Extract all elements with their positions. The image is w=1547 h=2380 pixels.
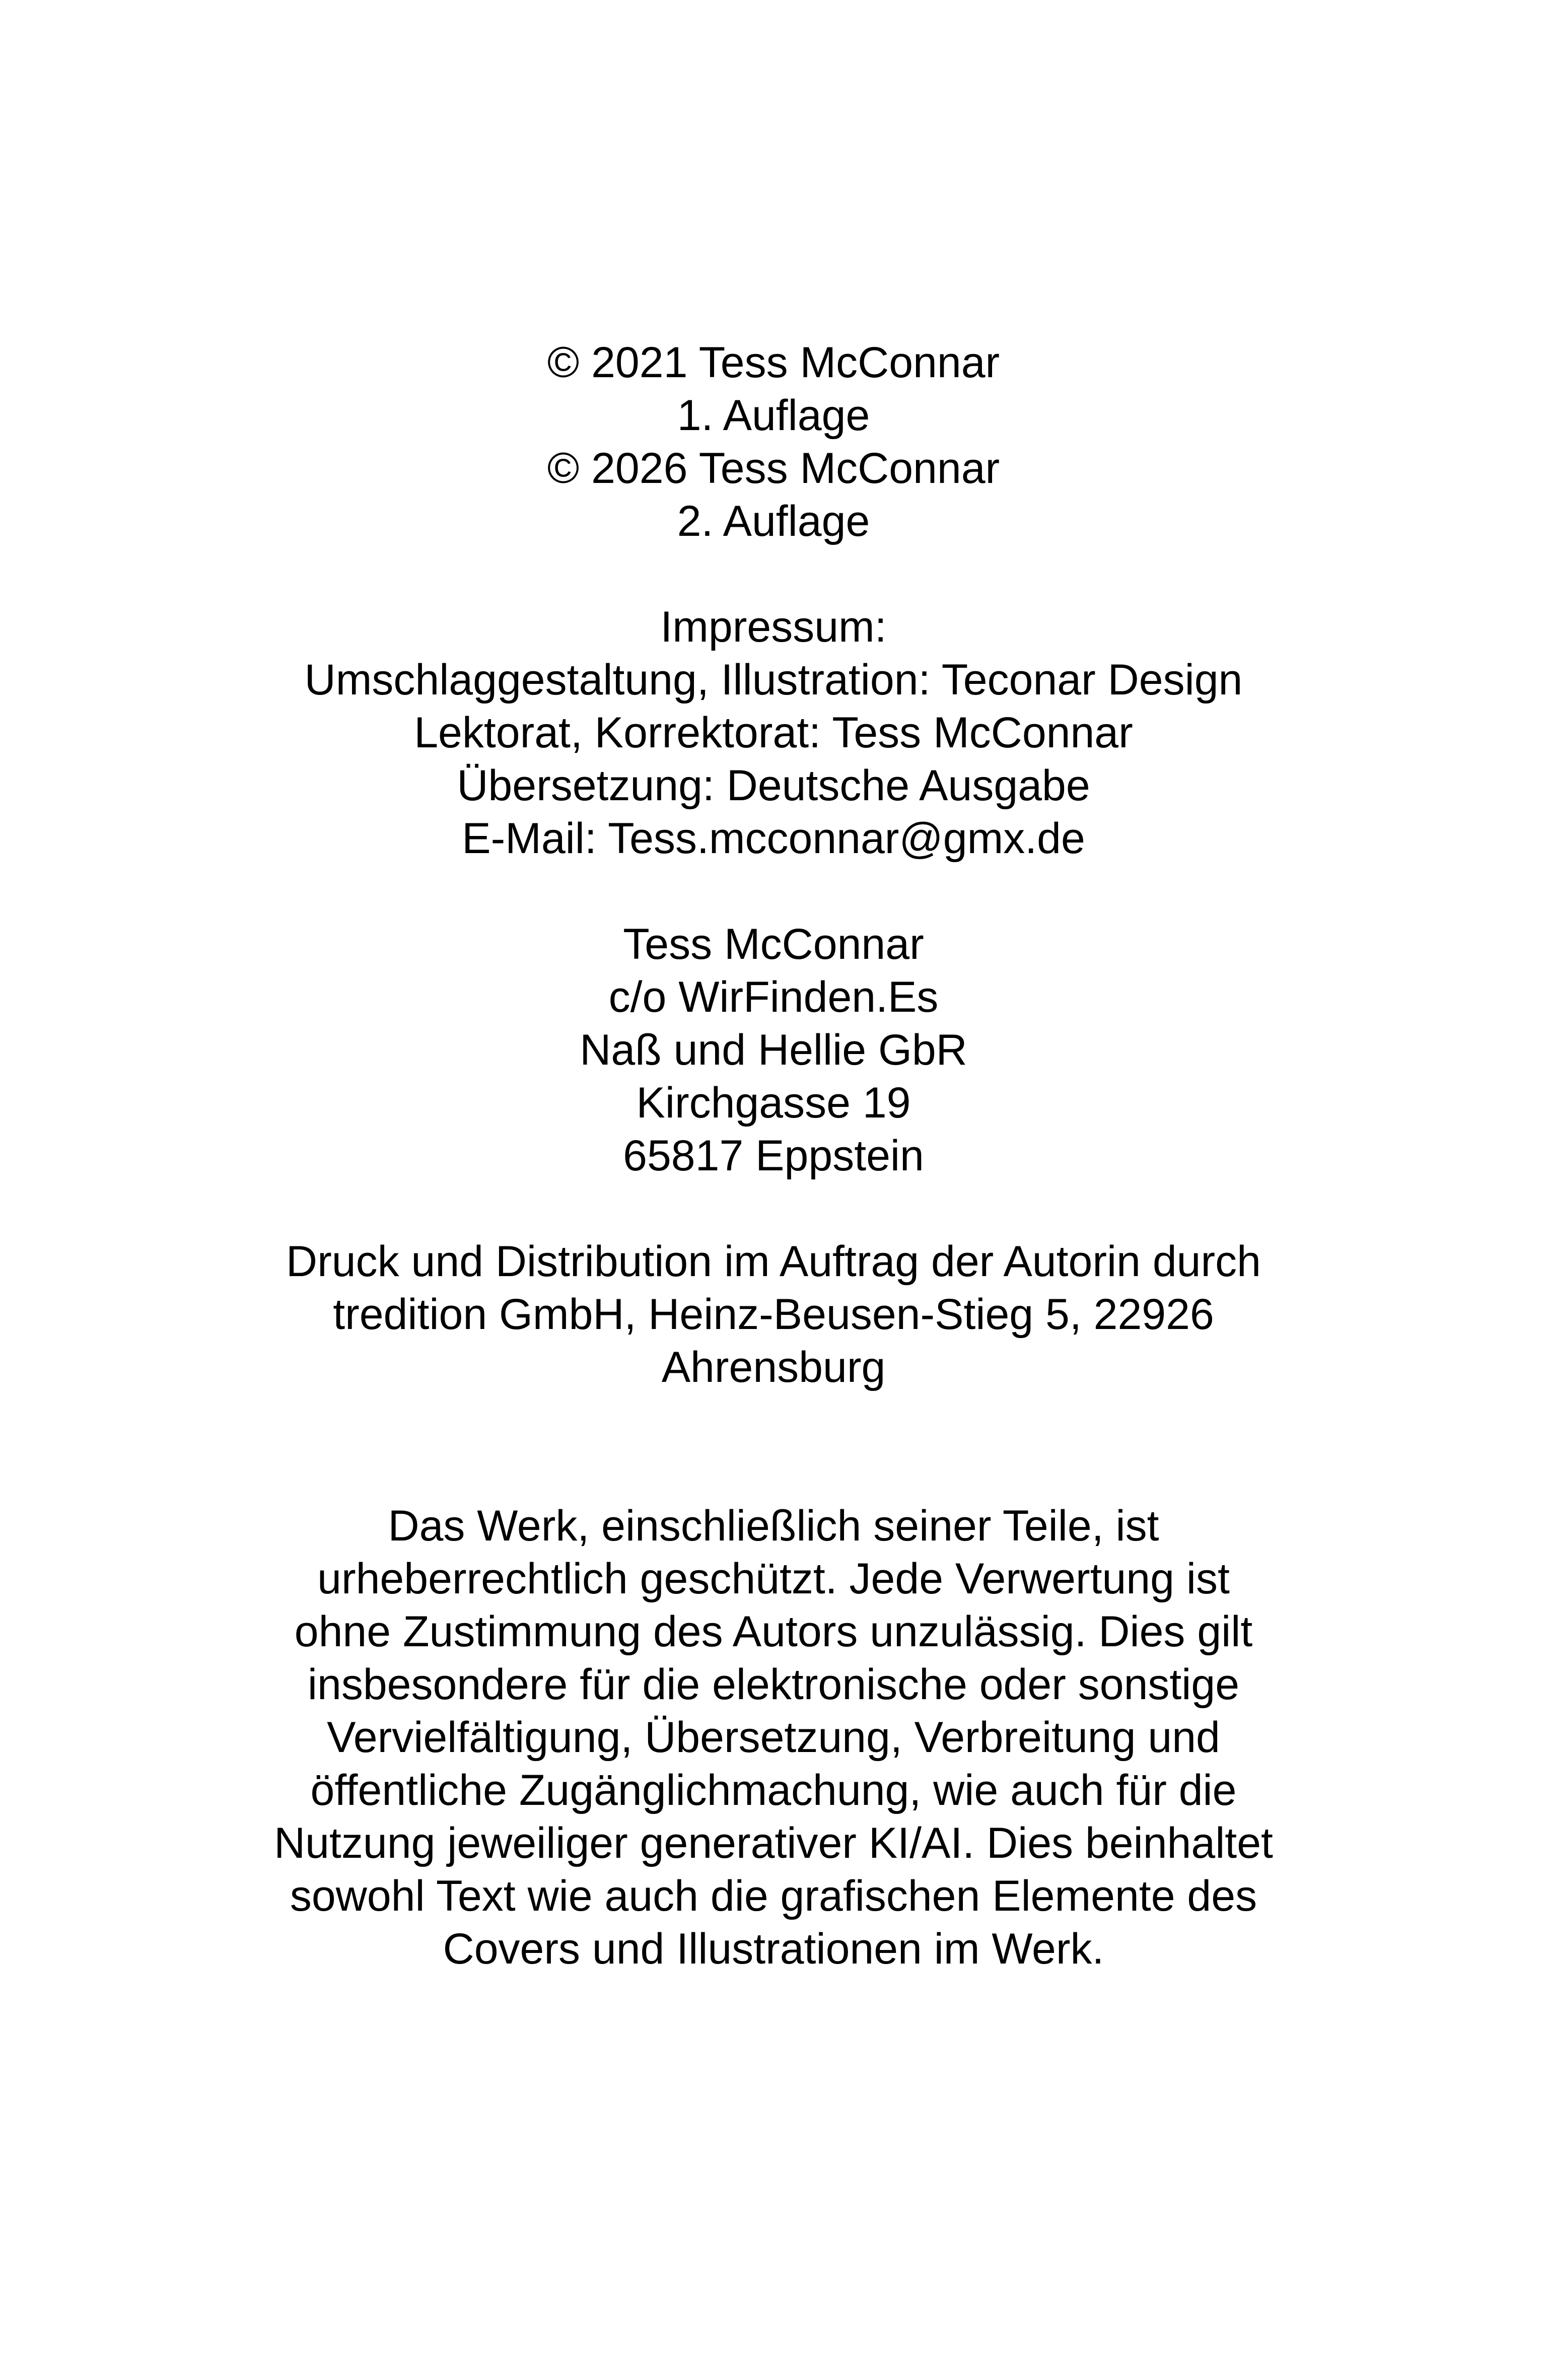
address-care-of: c/o WirFinden.Es (608, 973, 939, 1021)
edition-line-1: 1. Auflage (677, 391, 870, 440)
rights-notice-line: Das Werk, einschließlich seiner Teile, ist (388, 1502, 1159, 1550)
editing-credit: Lektorat, Korrektorat: Tess McConnar (414, 709, 1133, 757)
printing-line: tredition GmbH, Heinz-Beusen-Stieg 5, 22926 (333, 1290, 1214, 1339)
rights-notice-line: ohne Zustimmung des Autors unzulässig. Dies gilt (294, 1607, 1253, 1656)
address-street: Kirchgasse 19 (636, 1079, 911, 1127)
impressum-heading: Impressum: (660, 603, 887, 651)
rights-notice-line: sowohl Text wie auch die grafischen Elemente des (290, 1872, 1257, 1920)
email-line: E-Mail: Tess.mcconnar@gmx.de (462, 814, 1085, 863)
copyright-line-2021: © 2021 Tess McConnar (547, 338, 1000, 387)
address-block (0, 918, 1547, 1182)
rights-notice-line: insbesondere für die elektronische oder sonstige (307, 1660, 1240, 1709)
address-company: Naß und Hellie GbR (580, 1026, 967, 1074)
rights-notice-line: öffentliche Zugänglichmachung, wie auch für die (310, 1766, 1237, 1814)
rights-notice-line: Vervielfältigung, Übersetzung, Verbreitung und (327, 1713, 1220, 1762)
printing-line: Druck und Distribution im Auftrag der Autorin durch (286, 1237, 1261, 1286)
copyright-line-2026: © 2026 Tess McConnar (547, 444, 1000, 493)
copyright-block (0, 336, 1547, 548)
address-city: 65817 Eppstein (623, 1132, 924, 1180)
printing-line: Ahrensburg (661, 1343, 886, 1391)
address-name: Tess McConnar (623, 920, 924, 968)
printing-block (0, 1235, 1547, 1394)
translation-credit: Übersetzung: Deutsche Ausgabe (457, 761, 1090, 810)
cover-design-credit: Umschlaggestaltung, Illustration: Teconar Design (304, 656, 1243, 704)
edition-line-2: 2. Auflage (677, 497, 870, 545)
rights-notice-line: Covers und Illustrationen im Werk. (443, 1925, 1104, 1973)
rights-notice-block (0, 1500, 1547, 1976)
rights-notice-line: Nutzung jeweiliger generativer KI/AI. Dies beinhaltet (274, 1819, 1273, 1867)
impressum-block (0, 601, 1547, 865)
rights-notice-line: urheberrechtlich geschützt. Jede Verwertung ist (317, 1555, 1230, 1603)
